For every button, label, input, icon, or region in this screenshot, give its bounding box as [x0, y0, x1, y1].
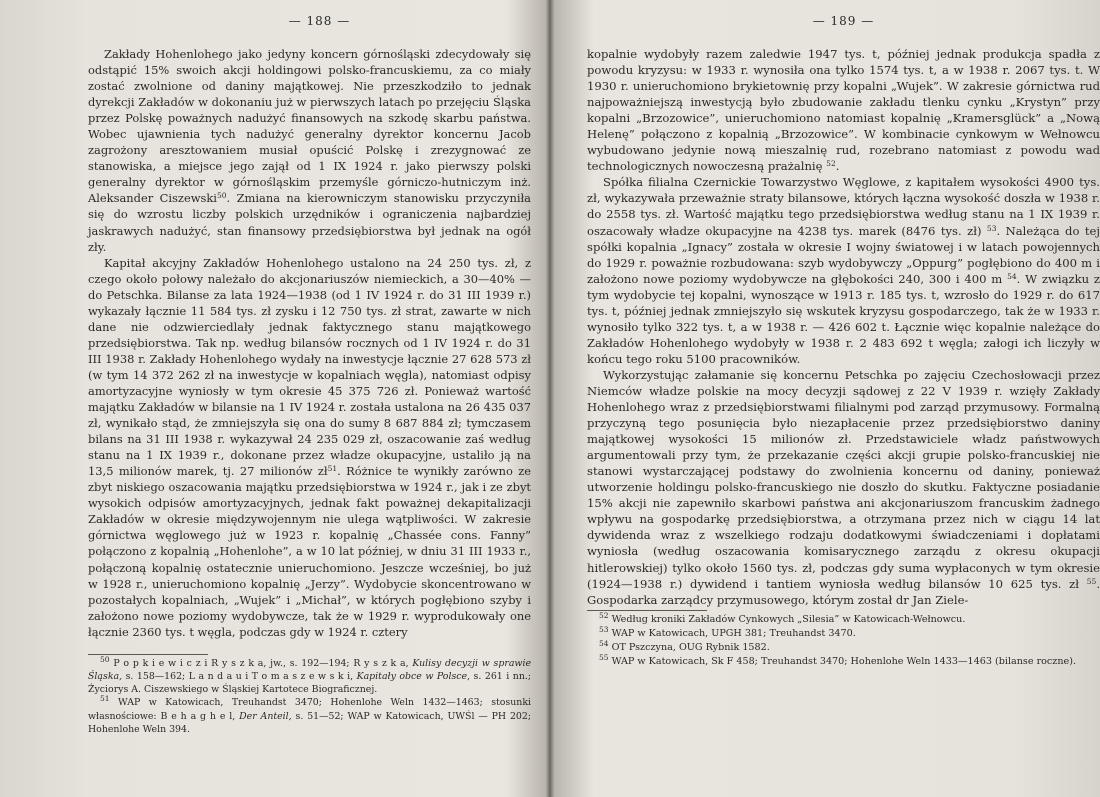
footnote-ref: 51	[327, 464, 338, 474]
left-page	[0, 0, 545, 797]
footnote-number: 54	[599, 639, 609, 649]
footnote-number: 51	[100, 694, 110, 704]
footnote-author: L a n d a u i T o m a s z e w s k i,	[188, 670, 354, 682]
footnote-text: Według kroniki Zakładów Cynkowych „Silesia” w Katowicach-Wełnowcu.	[611, 613, 966, 625]
paragraph-text: . Różnice te wynikły zarówno ze zbyt niskiego oszacowania majątku przedsiębiorstwa w 1924 r., jak i ze zbyt wysokich odpisów amortyzacyjnych, jednak fakt poważnej dekapitalizacji Zakładów w okresie międzywojennym nie ulega wątpliwości. W zakresie górnictwa węglowego już w 1923 r. kopalnię „Chassée cons. Fanny” połączono z kopalnią „Hohenlohe”, a w 10 lat później, w dniu 31 III 1933 r., połączoną kopalnię ostatecznie unieruchomiono. Jeszcze wcześniej, bo już w 1928 r., unieruchomiono kopalnię „Jerzy”. Wydobycie skoncentrowano w pozostałych kopalniach, „Wujek” i „Michał”, w których pogłębiono szyby i założono nowe poziomy wydobywcze, tak że w 1929 r. wyprodukowały one łącznie 2360 tys. t węgla, podczas gdy w 1924 r. cztery	[88, 464, 532, 639]
body-text	[88, 46, 531, 640]
footnote-text: WAP w Katowicach, UPGH 381; Treuhandst 3470.	[611, 627, 856, 639]
footnote-ref: 53	[986, 223, 997, 233]
paragraph-text: kopalnie wydobyły razem zaledwie 1947 tys. t, później jednak produkcja spadła z powodu kryzysu: w 1933 r. wynosiła ona tylko 1574 tys. t, a w 1938 r. 2067 tys. t. W 1930 r. unieruchomiono brykietownię przy kopalni „Wujek”. W zakresie górnictwa rud najpoważniejszą inwestycją było zbudowanie zakładu tlenku cynku „Krystyn” przy kopalni „Brzozowice”, unieruchomiono natomiast kopalnię „Kramersglück” a „Nową Helenę” połączono z kopalnią „Brzozowice”. W kombinacie cynkowym w Wełnowcu wybudowano jedynie nową mieszalnię rud, rozebrano natomiast z powodu wad technologicznych nowoczesną prażalnię	[587, 47, 1100, 174]
footnote-author: R y s z k a,	[353, 657, 409, 669]
page-number: — 188 —	[288, 14, 351, 28]
paragraph-text: . Gospodarka zarządcy przymusowego, którym został dr Jan Ziele-	[587, 576, 1100, 607]
footnote	[88, 654, 531, 697]
footnote-title: Kulisy decyzji w sprawie Śląska,	[88, 657, 531, 682]
paragraph-text: Wykorzystując załamanie się koncernu Petschka po zajęciu Czechosłowacji przez Niemców władze polskie na mocy decyzji sądowej z 22 V 1939 r. wzięły Zakłady Hohenlohego wraz z przedsiębiorstwami filialnymi pod zarząd przymusowy. Formalną przyczyną tego posunięcia było niezapłacenie przez przedsiębiorstwo daniny majątkowej wysokości 15 milionów zł. Przedstawiciele władz państwowych argumentowali przy tym, że przekazanie części akcji grupie polsko-francuskiej nie stanowi wystarczającej podstawy do zwolnienia koncernu od daniny, ponieważ utworzenie holdingu polsko-francuskiego nie doszło do skutku. Faktyczne posiadanie 15% akcji nie zapewniło skarbowi państwa ani akcjonariuszom francuskim żadnego wpływu na gospodarkę przedsiębiorstwa, a otrzymana przez nich w ciągu 14 lat dywidenda wraz z wszelkiego rodzaju dodatkowymi świadczeniami i dopłatami wyniosła (według oszacowania komisarycznego zarządu z okresu okupacji hitlerowskiej) tylko około 1560 tys. zł, podczas gdy suma wypłaconych w tym okresie (1924—1938 r.) dywidend i tantiem wyniosła według bilansów 10 625 tys. zł	[587, 367, 1100, 591]
footnote-text: WAP w Katowicach, Sk F 458; Treuhandst 3470; Hohenlohe Weln 1433—1463 (bilanse roczne).	[611, 656, 1077, 668]
paragraph: kopalnie wydobyły razem zaledwie 1947 tys. t, później jednak produkcja spadła z powodu kryzysu: w 1933 r. wynosiła ona tylko 1574 tys. t, a w 1938 r. 2067 tys. t. W 1930 r. unieruchomiono brykietownię przy kopalni „Wujek”. W zakresie górnictwa rud najpoważniejszą inwestycją było zbudowanie zakładu tlenku cynku „Krystyn” przy kopalni „Brzozowice”, unieruchomiono natomiast kopalnię „Kramersglück” a „Nową Helenę” połączono z kopalnią „Brzozowice”. W kombinacie cynkowym w Wełnowcu wybudowano jedynie nową mieszalnię rud, rozebrano natomiast z powodu wad technologicznych nowoczesną prażalnię $^{52}$.	[587, 47, 1100, 174]
footnote-text: s. 51—52; WAP w Katowicach, UWŚl — PH 202; Hohenlohe Weln 394.	[88, 710, 532, 735]
body-text	[587, 46, 1100, 608]
footnote-ref: 50	[216, 191, 227, 201]
footnote-number: 55	[599, 653, 609, 663]
right-page	[555, 0, 1100, 797]
footnote-text: s. 261 i nn.; Życiorys A. Ciszewskiego w Śląskiej Kartotece Biograficznej.	[88, 670, 531, 696]
paragraph-text: Spółka filialna Czernickie Towarzystwo Węglowe, z kapitałem wysokości 4900 tys. zł, wykazywała przeważnie straty bilansowe, których łączna wysokość doszła w 1938 r. do 2558 tys. zł. Wartość majątku tego przedsiębiorstwa według stanu na 1 IX 1939 r. oszacowały władze okupacyjne na 4238 tys. marek (8476 tys. zł)	[587, 175, 1100, 238]
footnote	[587, 641, 1100, 655]
paragraph-text: Kapitał akcyjny Zakładów Hohenlohego ustalono na 24 250 tys. zł, z czego około połowy należało do akcjonariuszów niemieckich, a 30—40% — do Petschka. Bilanse za lata 1924—1938 (od 1 IV 1924 r. do 31 III 1939 r.) wykazały łącznie 11 584 tys. zł zysku i 12 750 tys. zł strat, zawarte w nich dane nie odzwierciedlały jednak faktycznego stanu majątkowego przedsiębiorstwa. Tak np. według bilansów rocznych od 1 IV 1924 r. do 31 III 1938 r. Zakłady Hohenlohego wydały na inwestycje łącznie 27 628 573 zł (w tym 14 372 262 zł na inwestycje w kopalniach węgla), natomiast odpisy amortyzacyjne wyniosły w tym okresie 45 375 726 zł. Ponieważ wartość majątku Zakładów w bilansie na 1 IV 1924 r. została ustalona na 26 435 037 zł, wynikało stąd, że zmniejszyła się ona do sumy 8 687 884 zł; tymczasem bilans na 31 III 1938 r. wykazywał 24 235 029 zł, oszacowanie zaś według stanu na 1 IX 1939 r., dokonane przez władze okupacyjne, ustaliło ją na 13,5 milionów marek, tj. 27 milionów zł	[88, 255, 531, 479]
footnote	[587, 624, 1100, 641]
footnote-text: jw., s. 192—194;	[266, 657, 354, 669]
footnote-ref: 54	[1007, 271, 1017, 281]
paragraph	[587, 174, 1100, 367]
footnote	[587, 610, 1100, 627]
footnote-text: WAP w Katowicach, Treuhandst 3470; Hohenlohe Weln 1432—1463; stosunki własnościowe:	[88, 697, 532, 722]
paragraph	[587, 367, 1100, 608]
footnote-number: 50	[100, 654, 110, 664]
paragraph	[88, 255, 531, 640]
paragraph-text: . W związku z tym wydobycie tej kopalni, wynoszące w 1913 r. 185 tys. t, wzrosło do 1929 r. do 617 tys. t, później jednak zmniejszyło się wskutek kryzysu gospodarczego, tak że w 1933 r. wynosiło tylko 322 tys. t, a w 1938 r. — 426 602 t. Łącznie więc kopalnie należące do Zakładów Hohenlohego wydobyły w 1938 r. 2 483 692 t węgla; załogi ich liczyły w końcu tego roku 5100 pracowników.	[587, 271, 1100, 366]
footnote-text: OT Pszczyna, OUG Rybnik 1582.	[611, 642, 770, 654]
footnotes	[88, 654, 531, 736]
footnote-text: s. 158—162;	[122, 670, 189, 682]
footnote-author: P o p k i e w i c z i R y s z k a,	[113, 657, 267, 669]
page-number: — 189 —	[812, 14, 875, 28]
footnote-title: Kapitały obce w Polsce,	[353, 670, 471, 682]
footnote	[587, 655, 1100, 669]
footnote	[88, 696, 531, 736]
footnote-title: Der Anteil,	[235, 710, 292, 722]
paragraph-text: Zakłady Hohenlohego jako jedyny koncern górnośląski zdecydowały się odstąpić 15% swoich akcji holdingowi polsko-francuskiemu, za co miały zostać zwolnione od daniny majątkowej. Nie przeszkodziło to jednak dyrekcji Zakładów w dokonaniu już w pierwszych latach po przejęciu Śląska przez Polskę poważnych nadużyć finansowych na szkodę skarbu państwa. Wobec ujawnienia tych nadużyć generalny dyrektor koncernu Jacob zagrożony aresztowaniem musiał opuścić Polskę i zrezygnować ze stanowiska, a miejsce jego zajął od 1 IX 1924 r. jako pierwszy polski generalny dyrektor w górnośląskim przemyśle górniczo-hutniczym inż. Aleksander Ciszewski	[88, 47, 531, 206]
footnote-ref: 52	[826, 159, 836, 169]
footnote-ref: 55	[1086, 576, 1097, 586]
footnote-author: B e h a g h e l,	[160, 710, 236, 722]
paragraph	[88, 46, 531, 255]
footnote-number: 53	[599, 624, 609, 634]
footnote-number: 52	[599, 610, 609, 620]
paragraph-text: . Należąca do tej spółki kopalnia „Ignacy” została w okresie I wojny światowej i w latach powojennych do 1929 r. poważnie rozbudowana: szyb wydobywczy „Oppurg” pogłębiono do 400 m i założono nowe poziomy wydobywcze na głębokości 240, 300 i 400 m	[587, 223, 1100, 286]
paragraph-text: . Zmiana na kierowniczym stanowisku przyczyniła się do wzrostu liczby polskich urzędników i ograniczenia najbardziej jaskrawych nadużyć, stan finansowy przedsiębiorstwa był jednak na ogół zły.	[88, 191, 531, 254]
footnotes	[587, 610, 1100, 670]
